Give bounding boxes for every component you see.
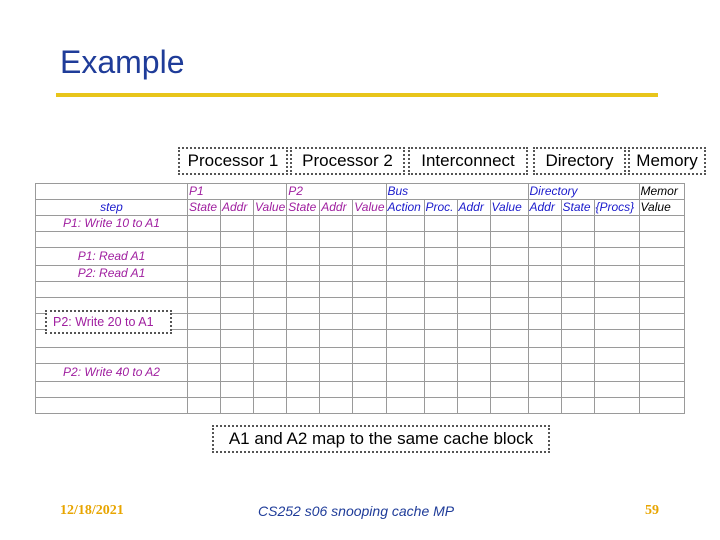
- table-row: [36, 364, 685, 382]
- footer-course: CS252 s06 snooping cache MP: [258, 503, 455, 519]
- empty-cell: [353, 248, 386, 266]
- empty-cell: [528, 348, 561, 364]
- step-group-cell: [36, 184, 188, 200]
- empty-cell: [639, 330, 684, 348]
- empty-cell: [287, 330, 320, 348]
- empty-cell: [320, 398, 353, 414]
- empty-cell: [221, 248, 254, 266]
- empty-cell: [561, 232, 594, 248]
- empty-cell: [320, 382, 353, 398]
- empty-cell: [221, 382, 254, 398]
- empty-cell: [221, 298, 254, 314]
- cache-block-note: A1 and A2 map to the same cache block: [212, 425, 550, 453]
- empty-cell: [353, 348, 386, 364]
- empty-cell: [254, 330, 287, 348]
- empty-cell: [561, 282, 594, 298]
- empty-cell: [320, 248, 353, 266]
- empty-cell: [353, 398, 386, 414]
- empty-cell: [221, 282, 254, 298]
- empty-cell: [594, 248, 639, 266]
- empty-cell: [221, 330, 254, 348]
- empty-cell: [353, 298, 386, 314]
- step-callout-write-20: P2: Write 20 to A1: [45, 310, 172, 334]
- empty-cell: [561, 266, 594, 282]
- empty-cell: [424, 298, 457, 314]
- header-interconnect: Interconnect: [408, 147, 528, 175]
- memory-value-header: Value: [639, 200, 684, 216]
- empty-cell: [320, 232, 353, 248]
- empty-cell: [528, 232, 561, 248]
- empty-cell: [287, 348, 320, 364]
- empty-cell: [386, 266, 424, 282]
- empty-cell: [254, 348, 287, 364]
- p2-value-header: Value: [354, 200, 385, 214]
- empty-cell: [561, 330, 594, 348]
- empty-cell: [188, 330, 221, 348]
- empty-cell: [287, 398, 320, 414]
- empty-cell: [639, 298, 684, 314]
- p2-state-header: State: [287, 200, 320, 216]
- empty-cell: [528, 382, 561, 398]
- bus-value-header: Value: [490, 200, 528, 216]
- empty-cell: [188, 232, 221, 248]
- empty-cell: [221, 348, 254, 364]
- empty-cell: [594, 216, 639, 232]
- empty-cell: [386, 398, 424, 414]
- step-cell: [36, 348, 188, 364]
- table-row: [36, 382, 685, 398]
- empty-cell: [561, 348, 594, 364]
- empty-cell: [188, 314, 221, 330]
- empty-cell: [188, 266, 221, 282]
- table-row: [36, 348, 685, 364]
- empty-cell: [528, 314, 561, 330]
- empty-cell: [188, 248, 221, 266]
- empty-cell: [287, 232, 320, 248]
- empty-cell: [221, 364, 254, 382]
- step-cell: P1: Read A1: [36, 248, 188, 266]
- empty-cell: [221, 232, 254, 248]
- empty-cell: [188, 282, 221, 298]
- table-row: [36, 216, 685, 232]
- empty-cell: [639, 248, 684, 266]
- empty-cell: [254, 282, 287, 298]
- p1-state-header: State: [188, 200, 221, 216]
- empty-cell: [457, 216, 490, 232]
- empty-cell: [254, 398, 287, 414]
- table-row: [36, 232, 685, 248]
- empty-cell: [457, 282, 490, 298]
- empty-cell: [639, 348, 684, 364]
- bus-proc-header: Proc.: [424, 200, 457, 216]
- empty-cell: [424, 314, 457, 330]
- empty-cell: [561, 382, 594, 398]
- empty-cell: [386, 330, 424, 348]
- step-cell: P1: Write 10 to A1: [36, 216, 188, 232]
- empty-cell: [353, 314, 386, 330]
- empty-cell: [594, 364, 639, 382]
- empty-cell: [639, 364, 684, 382]
- empty-cell: [424, 348, 457, 364]
- empty-cell: [386, 248, 424, 266]
- empty-cell: [353, 266, 386, 282]
- empty-cell: [188, 298, 221, 314]
- empty-cell: [639, 282, 684, 298]
- empty-cell: [353, 382, 386, 398]
- empty-cell: [594, 330, 639, 348]
- p1-group-label: P1: [188, 184, 287, 200]
- empty-cell: [457, 248, 490, 266]
- empty-cell: [639, 382, 684, 398]
- empty-cell: [221, 266, 254, 282]
- empty-cell: [528, 282, 561, 298]
- footer-page-number: 59: [645, 503, 659, 518]
- p2-group-label: P2: [287, 184, 386, 200]
- table-row: [36, 266, 685, 282]
- empty-cell: [457, 298, 490, 314]
- table-row: [36, 248, 685, 266]
- empty-cell: [457, 364, 490, 382]
- empty-cell: [353, 282, 386, 298]
- empty-cell: [287, 282, 320, 298]
- empty-cell: [287, 314, 320, 330]
- empty-cell: [188, 348, 221, 364]
- empty-cell: [457, 232, 490, 248]
- step-header: step: [36, 200, 188, 216]
- empty-cell: [457, 398, 490, 414]
- empty-cell: [353, 232, 386, 248]
- empty-cell: [594, 348, 639, 364]
- empty-cell: [561, 216, 594, 232]
- bus-addr-header: Addr: [457, 200, 490, 216]
- empty-cell: [386, 216, 424, 232]
- header-memory: Memory: [628, 147, 706, 175]
- empty-cell: [490, 298, 528, 314]
- empty-cell: [639, 314, 684, 330]
- empty-cell: [254, 364, 287, 382]
- empty-cell: [490, 398, 528, 414]
- p1-addr-header: Addr: [221, 200, 254, 216]
- empty-cell: [490, 282, 528, 298]
- empty-cell: [561, 364, 594, 382]
- empty-cell: [490, 232, 528, 248]
- group-header-row: [36, 184, 685, 200]
- empty-cell: [594, 266, 639, 282]
- empty-cell: [490, 364, 528, 382]
- empty-cell: [528, 398, 561, 414]
- empty-cell: [287, 216, 320, 232]
- empty-cell: [386, 298, 424, 314]
- empty-cell: [386, 382, 424, 398]
- title-underline: [56, 93, 658, 97]
- empty-cell: [594, 382, 639, 398]
- coherence-table: [35, 183, 685, 414]
- empty-cell: [594, 314, 639, 330]
- empty-cell: [386, 364, 424, 382]
- empty-cell: [594, 398, 639, 414]
- empty-cell: [287, 364, 320, 382]
- empty-cell: [457, 330, 490, 348]
- empty-cell: [528, 248, 561, 266]
- step-cell: P2: Write 40 to A2: [36, 364, 188, 382]
- empty-cell: [424, 398, 457, 414]
- empty-cell: [254, 248, 287, 266]
- empty-cell: [594, 282, 639, 298]
- slide-title: Example: [60, 44, 185, 80]
- table-row: [36, 398, 685, 414]
- empty-cell: [320, 330, 353, 348]
- empty-cell: [561, 314, 594, 330]
- empty-cell: [639, 232, 684, 248]
- empty-cell: [457, 314, 490, 330]
- empty-cell: [424, 216, 457, 232]
- empty-cell: [424, 266, 457, 282]
- empty-cell: [221, 314, 254, 330]
- empty-cell: [490, 382, 528, 398]
- step-cell: P2: Read A1: [36, 266, 188, 282]
- empty-cell: [561, 248, 594, 266]
- empty-cell: [353, 364, 386, 382]
- empty-cell: [221, 216, 254, 232]
- empty-cell: [457, 382, 490, 398]
- empty-cell: [254, 298, 287, 314]
- p2-addr-header: Addr: [320, 200, 353, 216]
- empty-cell: [424, 382, 457, 398]
- table-row: [36, 282, 685, 298]
- empty-cell: [320, 216, 353, 232]
- empty-cell: [386, 348, 424, 364]
- step-cell: [36, 282, 188, 298]
- empty-cell: [353, 216, 386, 232]
- empty-cell: [639, 398, 684, 414]
- step-cell: [36, 382, 188, 398]
- empty-cell: [254, 232, 287, 248]
- footer-date: 12/18/2021: [60, 503, 124, 518]
- empty-cell: [490, 330, 528, 348]
- empty-cell: [490, 348, 528, 364]
- empty-cell: [490, 266, 528, 282]
- empty-cell: [287, 266, 320, 282]
- directory-group-label: Directory: [528, 184, 639, 200]
- header-processor-1: Processor 1: [178, 147, 288, 175]
- empty-cell: [221, 398, 254, 414]
- empty-cell: [528, 364, 561, 382]
- empty-cell: [320, 282, 353, 298]
- empty-cell: [353, 330, 386, 348]
- empty-cell: [386, 282, 424, 298]
- empty-cell: [490, 216, 528, 232]
- empty-cell: [320, 314, 353, 330]
- empty-cell: [424, 330, 457, 348]
- empty-cell: [254, 216, 287, 232]
- empty-cell: [386, 232, 424, 248]
- empty-cell: [386, 314, 424, 330]
- step-cell: [36, 398, 188, 414]
- bus-action-header: Action: [386, 200, 424, 216]
- empty-cell: [188, 216, 221, 232]
- empty-cell: [320, 298, 353, 314]
- empty-cell: [254, 266, 287, 282]
- step-cell: [36, 232, 188, 248]
- memory-group-label: Memor: [639, 184, 684, 200]
- header-directory: Directory: [533, 147, 626, 175]
- empty-cell: [639, 216, 684, 232]
- empty-cell: [287, 382, 320, 398]
- p1-value-header: Value: [255, 200, 286, 214]
- empty-cell: [320, 364, 353, 382]
- empty-cell: [287, 248, 320, 266]
- empty-cell: [457, 348, 490, 364]
- empty-cell: [490, 314, 528, 330]
- bus-group-label: Bus: [386, 184, 528, 200]
- empty-cell: [639, 266, 684, 282]
- empty-cell: [424, 364, 457, 382]
- empty-cell: [528, 216, 561, 232]
- empty-cell: [561, 298, 594, 314]
- empty-cell: [594, 232, 639, 248]
- empty-cell: [320, 348, 353, 364]
- empty-cell: [320, 266, 353, 282]
- dir-procs-header: {Procs}: [594, 200, 639, 216]
- header-processor-2: Processor 2: [290, 147, 405, 175]
- empty-cell: [254, 314, 287, 330]
- empty-cell: [254, 382, 287, 398]
- empty-cell: [188, 364, 221, 382]
- empty-cell: [561, 398, 594, 414]
- empty-cell: [188, 382, 221, 398]
- empty-cell: [457, 266, 490, 282]
- empty-cell: [490, 248, 528, 266]
- dir-addr-header: Addr: [528, 200, 561, 216]
- empty-cell: [594, 298, 639, 314]
- sub-header-row: [36, 200, 685, 216]
- empty-cell: [424, 232, 457, 248]
- empty-cell: [188, 398, 221, 414]
- empty-cell: [424, 248, 457, 266]
- empty-cell: [528, 298, 561, 314]
- empty-cell: [528, 266, 561, 282]
- empty-cell: [287, 298, 320, 314]
- empty-cell: [528, 330, 561, 348]
- dir-state-header: State: [561, 200, 594, 216]
- empty-cell: [424, 282, 457, 298]
